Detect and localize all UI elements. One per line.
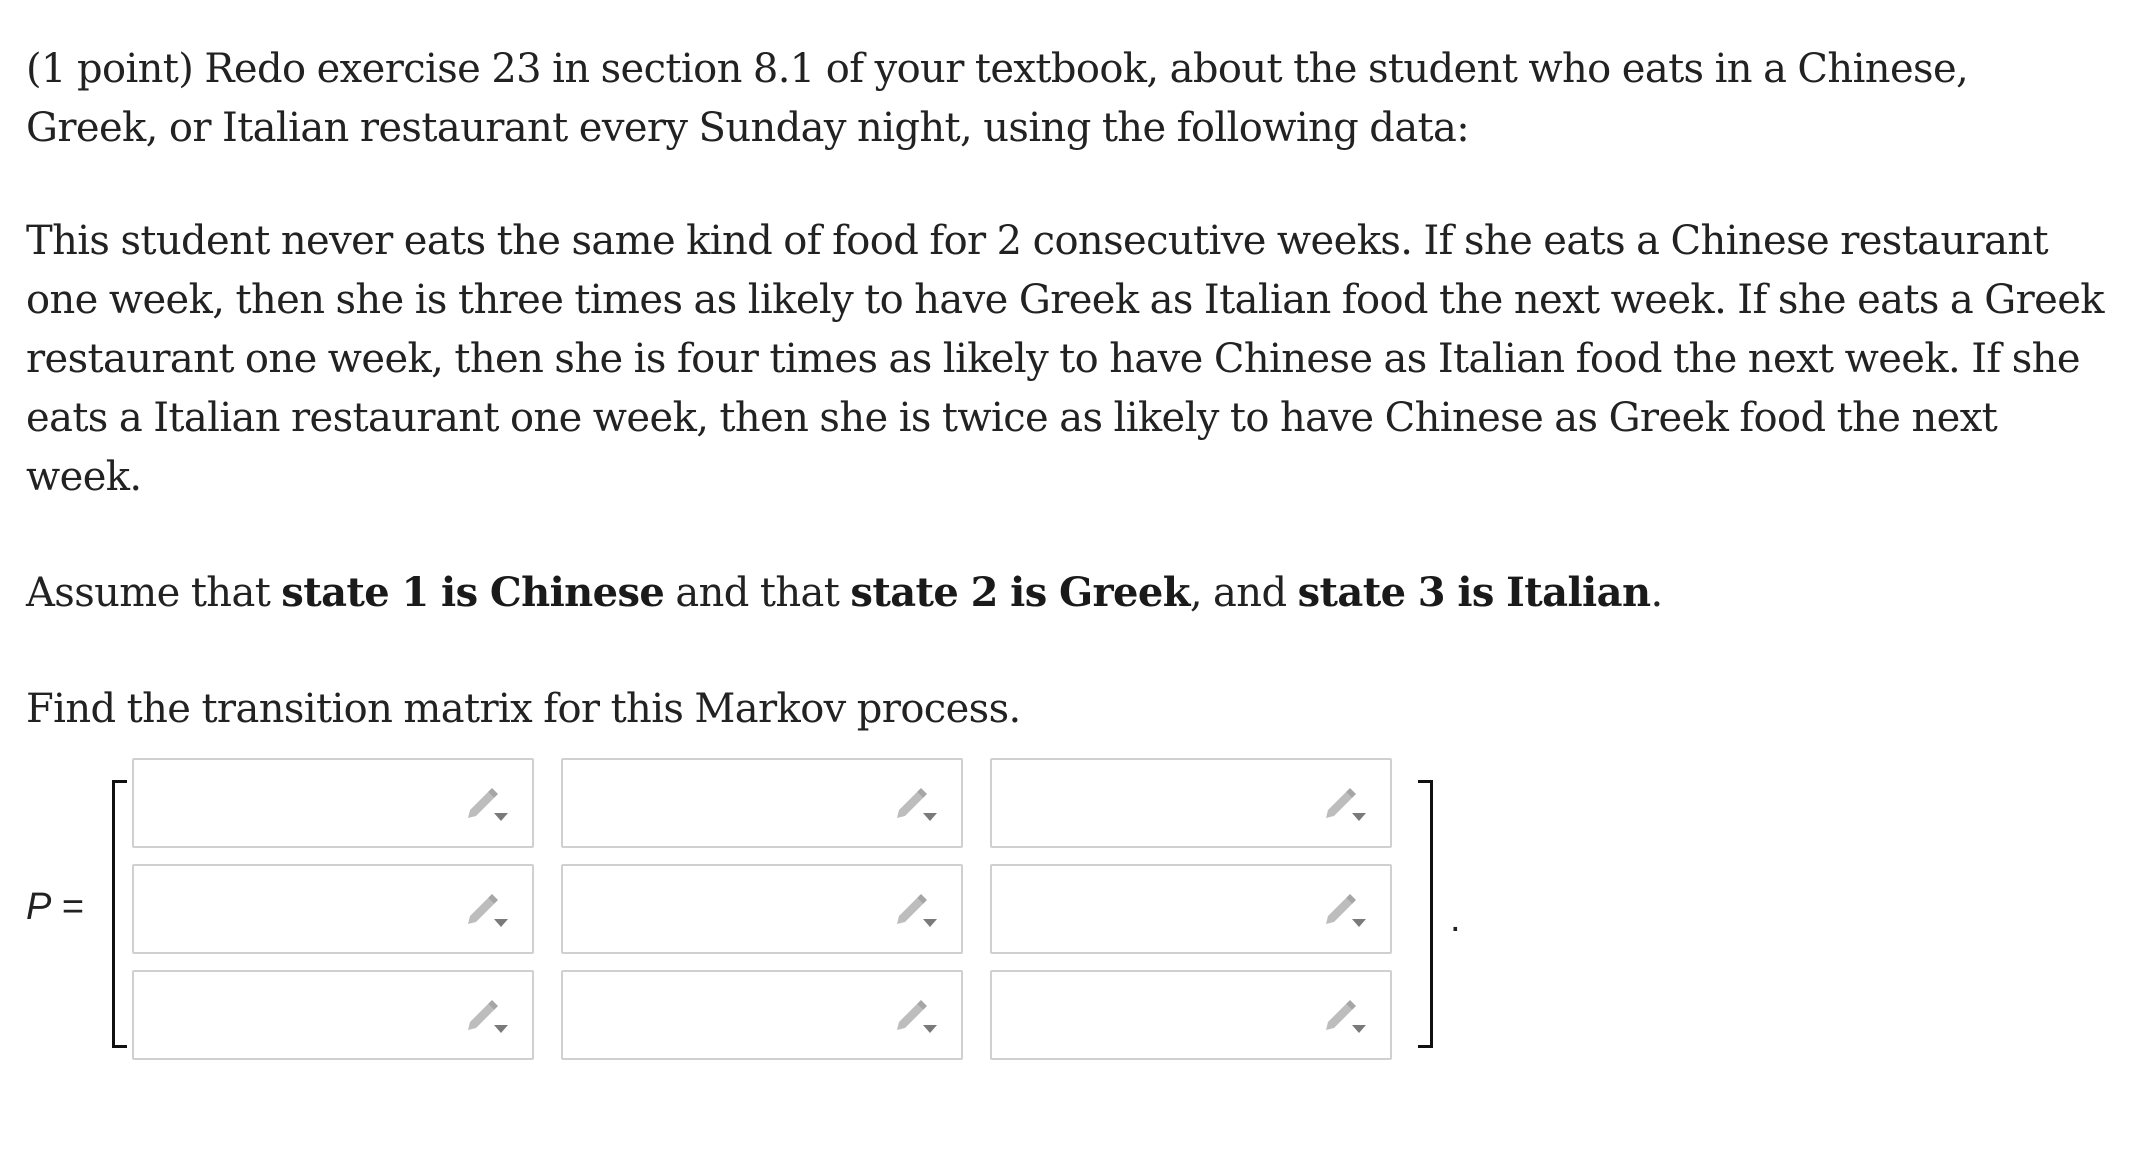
matrix-cell-2-1[interactable] bbox=[132, 864, 534, 954]
right-bracket bbox=[1418, 780, 1433, 1048]
matrix-cell-3-3[interactable] bbox=[990, 970, 1392, 1060]
matrix-grid bbox=[132, 758, 1392, 1060]
problem-description: This student never eats the same kind of food for 2 consecutive weeks. If she eats a Chinese restaurant one week, then she is three times as likely to have Greek as Italian food the next week. If she eats a Greek restaurant one week, then she is four times as likely to have Chinese as Italian food the next week. If she eats a Italian restaurant one week, then she is twice as likely to have Chinese as Greek food the next week. bbox=[26, 218, 2104, 500]
matrix-period: . bbox=[1450, 898, 1461, 940]
matrix-cell-1-3[interactable] bbox=[990, 758, 1392, 848]
state-2-label: state 2 is Greek bbox=[850, 569, 1190, 616]
pencil-dropdown-icon[interactable] bbox=[1322, 1000, 1370, 1036]
pencil-dropdown-icon[interactable] bbox=[893, 788, 941, 824]
state-3-label: state 3 is Italian bbox=[1297, 569, 1651, 616]
state-1-label: state 1 is Chinese bbox=[281, 569, 665, 616]
left-bracket bbox=[112, 780, 127, 1048]
matrix-cell-2-3[interactable] bbox=[990, 864, 1392, 954]
matrix-label: P = bbox=[26, 886, 85, 928]
matrix-cell-1-2[interactable] bbox=[561, 758, 963, 848]
matrix-cell-2-2[interactable] bbox=[561, 864, 963, 954]
matrix-cell-3-2[interactable] bbox=[561, 970, 963, 1060]
pencil-dropdown-icon[interactable] bbox=[464, 894, 512, 930]
pencil-dropdown-icon[interactable] bbox=[1322, 788, 1370, 824]
pencil-dropdown-icon[interactable] bbox=[893, 1000, 941, 1036]
pencil-dropdown-icon[interactable] bbox=[1322, 894, 1370, 930]
question-text: Find the transition matrix for this Markov process. bbox=[26, 686, 1021, 732]
assumption-text: Assume that state 1 is Chinese and that state 2 is Greek, and state 3 is Italian. bbox=[26, 569, 1663, 616]
transition-matrix bbox=[26, 758, 1526, 1068]
problem-intro: (1 point) Redo exercise 23 in section 8.1 of your textbook, about the student who eats in a Chinese, Greek, or Italian restaurant every Sunday night, using the following data: bbox=[26, 46, 1969, 151]
pencil-dropdown-icon[interactable] bbox=[464, 1000, 512, 1036]
problem-content bbox=[26, 40, 2106, 739]
pencil-dropdown-icon[interactable] bbox=[893, 894, 941, 930]
pencil-dropdown-icon[interactable] bbox=[464, 788, 512, 824]
matrix-cell-1-1[interactable] bbox=[132, 758, 534, 848]
matrix-cell-3-1[interactable] bbox=[132, 970, 534, 1060]
